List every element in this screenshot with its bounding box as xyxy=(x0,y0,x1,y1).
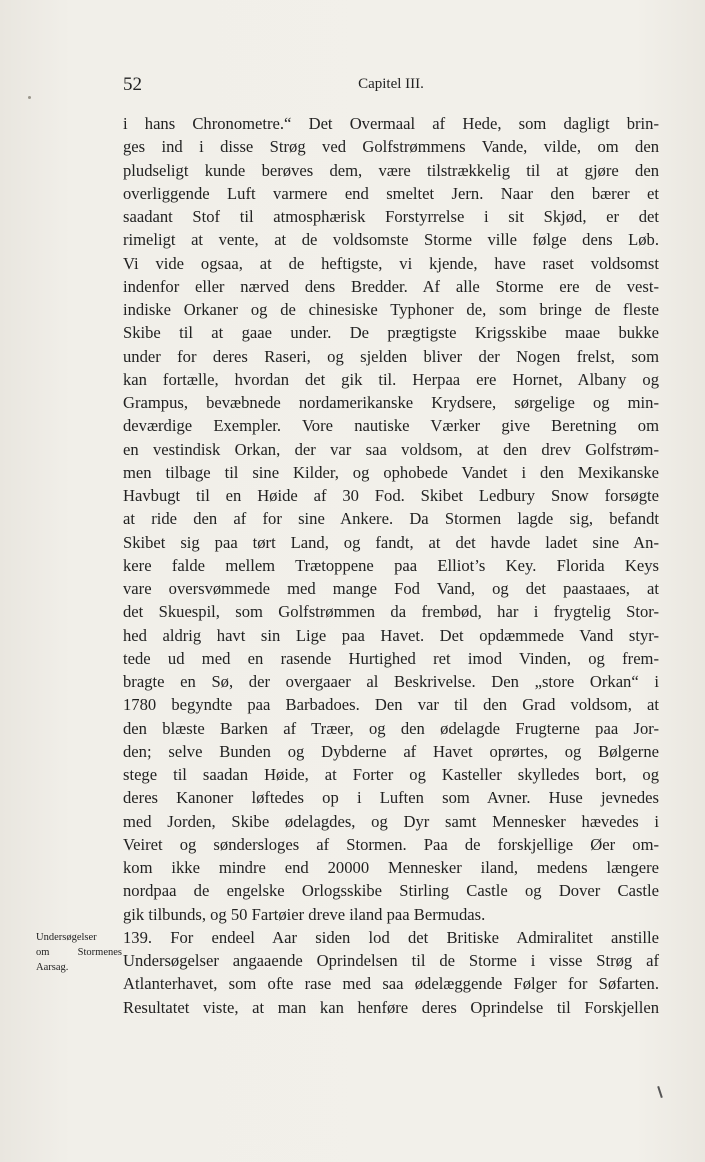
text-line: overliggende Luft varmere end smeltet Jern. Naar den bærer et xyxy=(123,183,659,203)
text-line: bragte en Sø, der overgaaer al Beskrivelse. Den „store Orkan“ i xyxy=(123,672,659,691)
text-line: en vestindisk Orkan, der var saa voldsom, at den drev Golfstrøm- xyxy=(123,439,659,459)
text-line: Havbugt til en Høide af 30 Fod. Skibet Ledbury Snow forsøgte xyxy=(123,486,659,505)
text-line: i hans Chronometre.“ Det Overmaal af Hede, som dagligt brin- xyxy=(123,114,659,133)
text-line: hed aldrig havt sin Lige paa Havet. Det opdæmmede Vand styr- xyxy=(123,625,659,645)
text-line: stege til saadan Høide, at Forter og Kasteller skylledes bort, og xyxy=(123,765,659,784)
text-line: at ride den af for sine Ankere. Da Stormen lagde sig, befandt xyxy=(123,509,659,529)
text-line: Veiret og søndersloges af Stormen. Paa de forskjellige Øer om- xyxy=(123,834,659,854)
text-line: Undersøgelser angaaende Oprindelsen til de Storme i visse Strøg af xyxy=(123,951,659,970)
text-line: den blæste Barken af Træer, og den ødelagde Frugterne paa Jor- xyxy=(123,718,659,738)
text-line: vare oversvømmede med mange Fod Vand, og det paastaaes, at xyxy=(123,579,659,598)
chapter-title: Capitel III. xyxy=(358,76,424,92)
text-line: kom ikke mindre end 20000 Mennesker iland, medens længere xyxy=(123,858,659,877)
text-line: 1780 begyndte paa Barbadoes. Den var til den Grad voldsom, at xyxy=(123,695,659,715)
body-text xyxy=(123,112,659,1019)
text-line: kan fortælle, hvordan det gik til. Herpaa ere Hornet, Albany og xyxy=(123,369,659,389)
text-line: tede ud med en rasende Hurtighed ret imod Vinden, og frem- xyxy=(123,648,659,668)
text-line: indenfor eller nærved dens Bredder. Af alle Storme ere de vest- xyxy=(123,276,659,296)
text-line: saadant Stof til atmosphærisk Forstyrrelse i sit Skjød, er det xyxy=(123,207,659,226)
text-line: det Skuespil, som Golfstrømmen da frembød, har i frygtelig Stor- xyxy=(123,602,659,622)
text-line: Vi vide ogsaa, at de heftigste, vi kjende, have raset voldsomst xyxy=(123,253,659,273)
text-line: Resultatet viste, at man kan henføre deres Oprindelse til Forskjellen xyxy=(123,997,659,1017)
paper-speck xyxy=(28,96,31,99)
text-line: gik tilbunds, og 50 Fartøier dreve iland paa Bermudas. xyxy=(123,904,486,924)
text-line: kere falde mellem Trætoppene paa Elliot’s Key. Florida Keys xyxy=(123,555,659,575)
text-line: nordpaa de engelske Orlogsskibe Stirling Castle og Dover Castle xyxy=(123,881,659,901)
text-line: Grampus, bevæbnede nordamerikanske Krydsere, sørgelige og min- xyxy=(123,393,659,412)
text-line: Skibe til at gaae under. De prægtigste Krigsskibe maae bukke xyxy=(123,323,659,343)
margin-note xyxy=(36,930,122,975)
text-line: deværdige Exempler. Vore nautiske Værker give Beretning om xyxy=(123,416,659,436)
margin-note-line: Undersøgelser xyxy=(36,932,97,943)
text-line: Skibet sig paa tørt Land, og fandt, at det havde ladet sine An- xyxy=(123,532,659,552)
section-139-line: 139. For endeel Aar siden lod det Britiske Admiralitet anstille xyxy=(123,927,659,947)
text-line: indiske Orkaner og de chinesiske Typhoner de, som bringe de fleste xyxy=(123,300,659,319)
margin-note-line: om Stormenes xyxy=(36,947,122,958)
text-line: under for deres Raseri, og sjelden bliver der Nogen frelst, som xyxy=(123,346,659,366)
text-line: rimeligt at vente, at de voldsomste Storme ville følge dens Løb. xyxy=(123,230,659,250)
page-header xyxy=(123,74,659,98)
text-line: med Jorden, Skibe ødelagdes, og Dyr samt Mennesker hævedes i xyxy=(123,811,659,831)
page-number: 52 xyxy=(123,74,142,95)
text-line: men tilbage til sine Kilder, og ophobede Vandet i den Mexikanske xyxy=(123,462,659,482)
text-line: ges ind i disse Strøg ved Golfstrømmens Vande, vilde, om den xyxy=(123,137,659,157)
text-line: deres Kanoner løftedes op i Luften som Avner. Huse jevnedes xyxy=(123,788,659,808)
text-line: den; selve Bunden og Dybderne af Havet oprørtes, og Bølgerne xyxy=(123,741,659,761)
text-line: Atlanterhavet, som ofte rase med saa ødelæggende Følger for Søfarten. xyxy=(123,974,659,994)
margin-note-line: Aarsag. xyxy=(36,962,69,973)
text-line: pludseligt kunde berøves dem, være tilstrækkelig til at gjøre den xyxy=(123,160,659,180)
